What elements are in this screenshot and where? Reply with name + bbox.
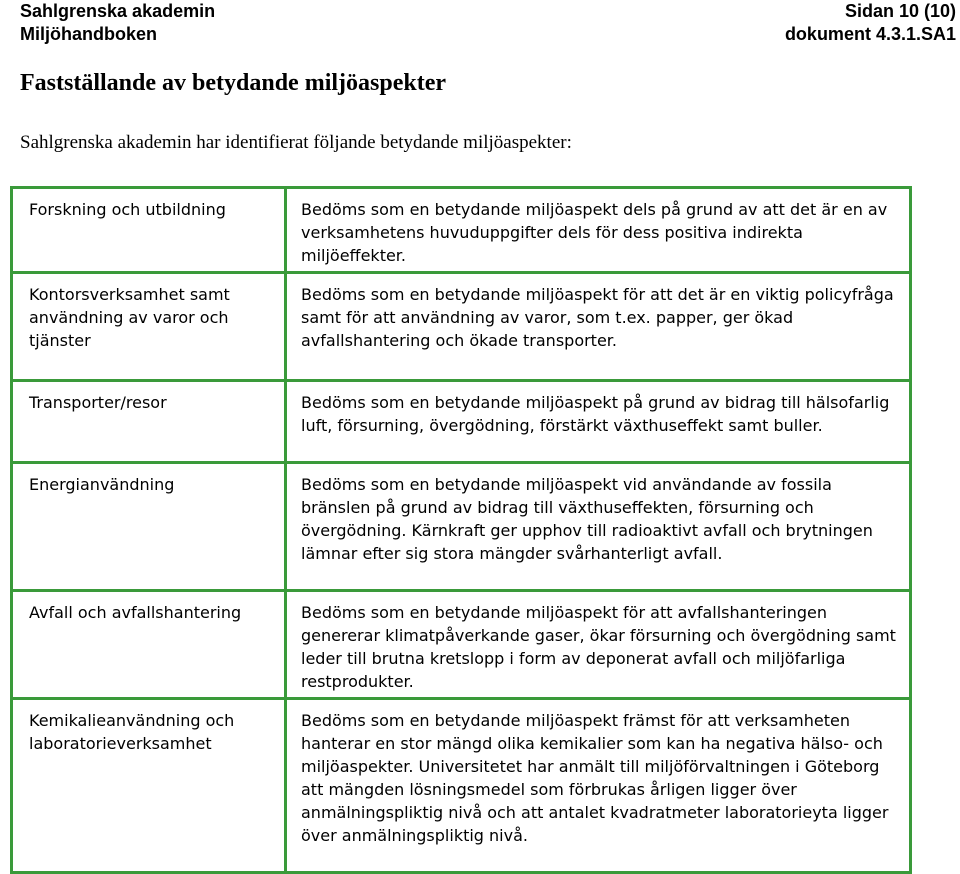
aspect-area-cell: Kemikalieanvändning och laboratorieverksamhet (12, 699, 286, 873)
header-handbook: Miljöhandboken (20, 24, 157, 44)
table-row (12, 591, 911, 699)
page-header (20, 0, 956, 46)
aspect-area-cell: Transporter/resor (12, 381, 286, 463)
table-row (12, 188, 911, 273)
header-org: Sahlgrenska akademin (20, 1, 216, 21)
table-row (12, 273, 911, 381)
aspect-reason-cell: Bedöms som en betydande miljöaspekt dels på grund av att det är en av verksamhetens huvuduppgifter dels för dess positiva indirekta miljöeffekter. (286, 188, 911, 273)
aspect-reason-cell: Bedöms som en betydande miljöaspekt främst för att verksamheten hanterar en stor mängd olika kemikalier som kan ha negativa hälso- och miljöaspekter. Universitetet har anmält till miljöförvaltningen i Göteborg att mängden lösningsmedel som förbrukas årligen ligger över anmälningspliktig nivå och att antalet kvadratmeter laboratorieyta ligger över anmälningspliktig nivå. (286, 699, 911, 873)
table-row (12, 699, 911, 873)
intro-paragraph: Sahlgrenska akademin har identifierat följande betydande miljöaspekter: (20, 132, 572, 153)
aspect-area-cell: Forskning och utbildning (12, 188, 286, 273)
aspects-table (10, 186, 912, 874)
header-document-id: dokument 4.3.1.SA1 (784, 24, 956, 44)
header-page-number: Sidan 10 (10) (844, 1, 956, 21)
page-title: Fastställande av betydande miljöaspekter (20, 70, 446, 96)
table-row (12, 381, 911, 463)
aspect-area-cell: Kontorsverksamhet samt användning av varor och tjänster (12, 273, 286, 381)
table-row (12, 463, 911, 591)
aspect-reason-cell: Bedöms som en betydande miljöaspekt för att avfallshanteringen genererar klimatpåverkande gaser, ökar försurning och övergödning samt leder till brutna kretslopp i form av deponerat avfall och miljöfarliga restprodukter. (286, 591, 911, 699)
header-row-1 (20, 0, 956, 23)
aspect-reason-cell: Bedöms som en betydande miljöaspekt vid användande av fossila bränslen på grund av bidrag till växthuseffekten, försurning och övergödning. Kärnkraft ger upphov till radioaktivt avfall och brytningen lämnar efter sig stora mängder svårhanterligt avfall. (286, 463, 911, 591)
aspect-area-cell: Energianvändning (12, 463, 286, 591)
aspect-reason-cell: Bedöms som en betydande miljöaspekt för att det är en viktig policyfråga samt för att användning av varor, som t.ex. papper, ger ökad avfallshantering och ökade transporter. (286, 273, 911, 381)
aspect-reason-cell: Bedöms som en betydande miljöaspekt på grund av bidrag till hälsofarlig luft, försurning, övergödning, förstärkt växthuseffekt samt buller. (286, 381, 911, 463)
header-row-2 (20, 23, 956, 46)
aspect-area-cell: Avfall och avfallshantering (12, 591, 286, 699)
